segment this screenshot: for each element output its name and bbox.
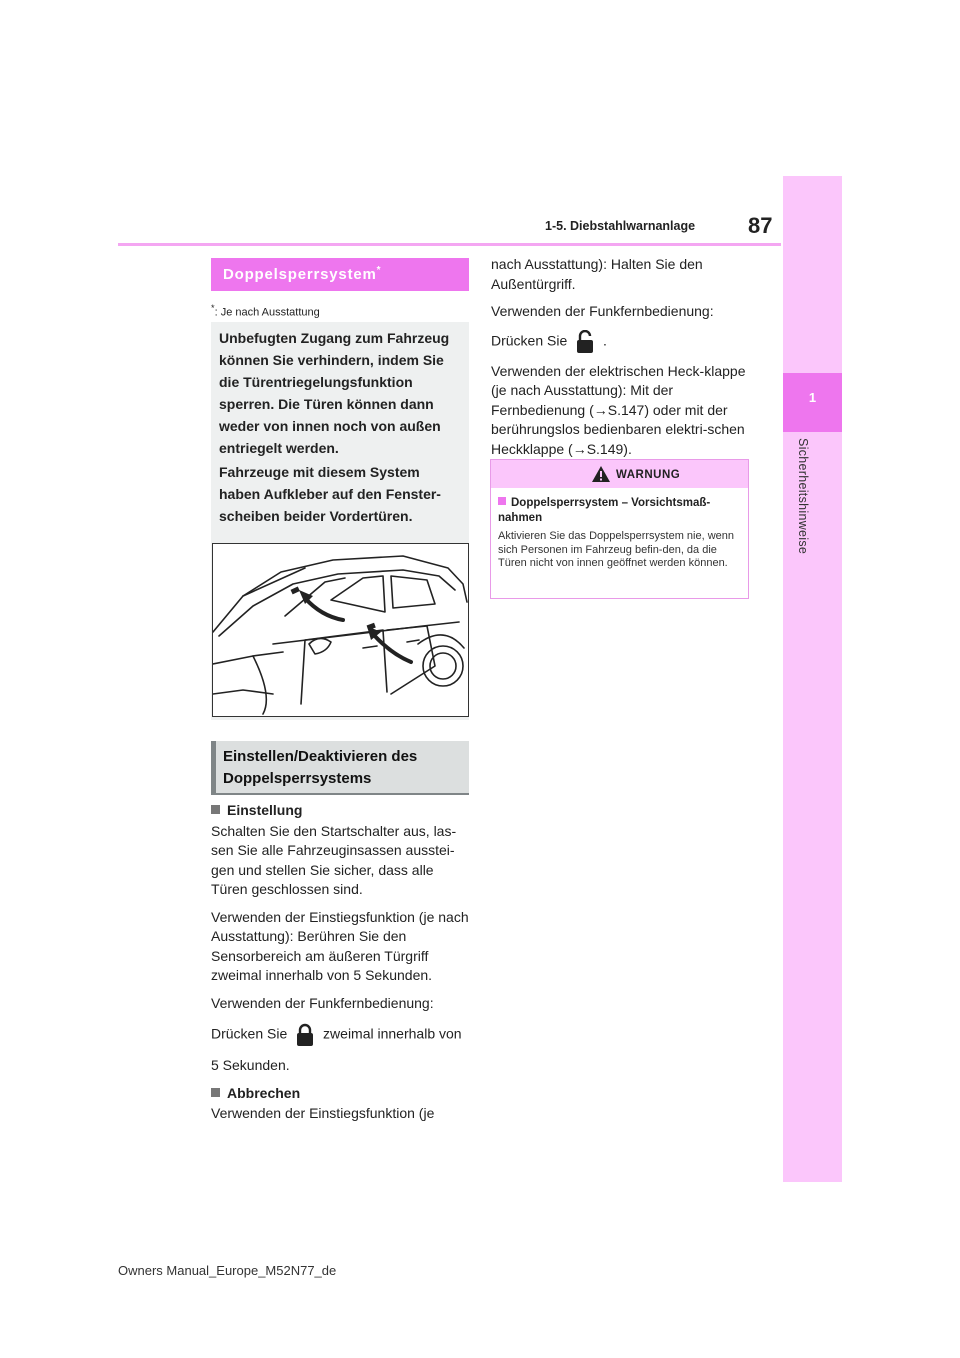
footer: Owners Manual_Europe_M52N77_de [118,1263,337,1278]
warning-icon [591,465,611,483]
chapter-title [783,436,842,596]
page-number: 87 [748,213,773,238]
unlock-icon [575,330,595,354]
heading-doppelsperrsystem [211,258,469,291]
warning-subtitle-text: Doppelsperrsystem – Vorsichtsmaß-nahmen [498,497,711,524]
heading-bar [211,741,216,793]
square-bullet-icon [211,805,220,814]
warning-title: WARNUNG [616,469,681,481]
paragraph-4 [211,1023,471,1047]
paragraph-3: Verwenden der Funkfernbedienung: [211,994,434,1011]
right-paragraph-3-end: . [603,332,607,349]
chapter-number: 1 [808,390,817,405]
footnote-mark: * [211,303,215,313]
paragraph-4-end: zweimal innerhalb von [323,1025,462,1042]
chapter-sidebar [783,176,842,1182]
header-rule [118,243,781,246]
intro-paragraph-1: Unbefugten Zugang zum Fahrzeug können Sie verhindern, indem Sie die Türentriegelungsfunktion sperren. Die Türen können dann weder von innen noch von außen entriegelt werden. [219,330,450,456]
right-paragraph-2: Verwenden der Funkfernbedienung: [491,303,714,319]
subheading-abbrechen [211,1084,471,1104]
paragraph-2: Verwenden der Einstiegsfunktion (je nach Ausstattung): Berühren Sie den Sensorbereich am äußeren Türgriff zweimal innerhalb von 5 Sekunden. [211,908,469,983]
heading-footnote-mark: * [376,265,382,276]
right-paragraph-3-start: Drücken Sie [491,332,568,349]
warning-subtitle [498,496,743,526]
square-bullet-icon [211,1088,220,1097]
right-paragraph-4: Verwenden der elektrischen Heck-klappe (je nach Ausstattung): Mit der Fernbedienung (→S.147) oder mit der berührungslos bedienbaren elektri-schen Heckklappe (→S.149). [491,362,746,457]
paragraph-6: Verwenden der Einstiegsfunktion (je [211,1105,435,1121]
heading-label: Doppelsperrsystem [223,266,377,283]
subheading-label: Abbrechen [227,1084,301,1101]
heading-text [223,265,381,283]
right-paragraph-1: nach Ausstattung): Halten Sie den Außentürgriff. [491,256,703,292]
paragraph-4-start: Drücken Sie [211,1025,288,1042]
chapter-title-text: Sicherheitshinweise [796,438,810,555]
paragraph-5: 5 Sekunden. [211,1057,290,1073]
car-illustration [212,543,469,717]
warning-box [490,459,749,599]
intro-paragraph-2: Fahrzeuge mit diesem System haben Aufkleber auf den Fenster-scheiben beider Vordertüren. [219,464,441,524]
lock-icon [295,1023,315,1047]
section-title: 1-5. Diebstahlwarnanlage [545,219,696,233]
heading-einstellen [211,741,469,795]
paragraph-1: Schalten Sie den Startschalter aus, las-sen Sie alle Fahrzeuginsassen ausstei-gen und stellen Sie sicher, dass alle Türen geschlossen sind. [211,822,457,897]
subheading-einstellung [211,801,471,821]
warning-header [491,460,748,488]
square-bullet-icon [498,497,506,505]
warning-text: Aktivieren Sie das Doppelsperrsystem nie, wenn sich Personen im Fahrzeug befin-den, da die Türen nicht von innen geöffnet werden können. [498,530,735,569]
footnote-text: : Je nach Ausstattung [214,306,320,319]
subheading-label: Einstellung [227,802,303,818]
right-column-text [491,255,749,459]
heading2-text: Einstellen/Deaktivieren des Doppelsperrsystems [223,748,418,787]
footnote [211,303,320,319]
intro-text [219,327,464,527]
car-drawing [213,544,468,716]
right-paragraph-3 [491,330,749,354]
left-column-text [211,801,471,1124]
